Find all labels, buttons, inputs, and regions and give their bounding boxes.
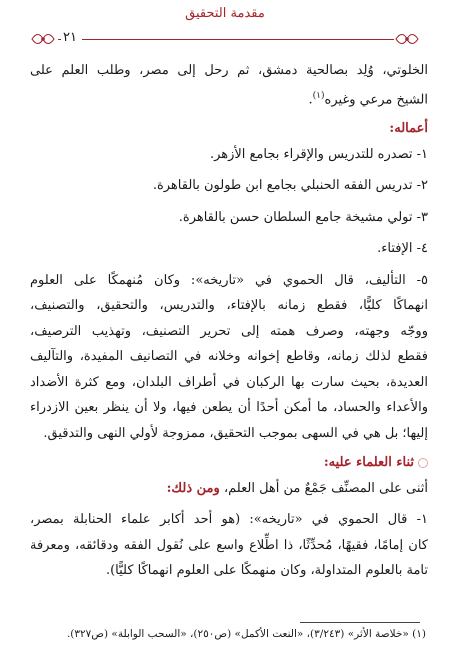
- footnote-ref: (١): [312, 90, 325, 101]
- page-number: ٢١: [63, 30, 77, 45]
- page-header: [0, 0, 450, 50]
- text-line: العديدة، بحيث سارت بها الركبان في أطراف البلدان، ومع كثرة الأضداد: [30, 374, 428, 390]
- list-item: ٢- تدريس الفقه الحنبلي بجامع ابن طولون بالقاهرة.: [152, 178, 428, 194]
- text-line: الشيخ مرعي وغيره$^{(١)}$.: [308, 90, 428, 107]
- footnote: (١) «خلاصة الأثر» (٣/٢٤٣)، «النعت الأكمل» (ص٢٥٠)، «السحب الوابلة» (ص٣٢٧).: [66, 628, 426, 640]
- list-item: ٥- التأليف، قال الحموي في «تاريخه»: وكان مُنهمكًا على العلوم: [30, 272, 428, 288]
- text-line: الخلوتي، وُلِد بصالحية دمشق، ثم رحل إلى مصر، وطلب العلم على: [30, 63, 428, 78]
- text-line: ووجّه وجهته، وصرف همته إلى تحرير التصنيف، وتهذيب الترصيف،: [30, 323, 428, 339]
- list-item: ٣- تولي مشيخة جامع السلطان حسن بالقاهرة.: [178, 209, 428, 225]
- section-heading-works: أعماله:: [389, 121, 428, 137]
- text-line: فقطع لذلك زمانه، وقاطع إخوانه وخلانه في التصانيف المفيدة، والتآليف: [30, 349, 428, 365]
- text-line: تامة بالعلوم المتداولة، وكان منهمكًا على العلوم انهماكًا كليًّا).: [105, 563, 428, 579]
- text-line: كان إمامًا، فقيهًا، مُحدِّثًا، ذا اطِّلاع واسع على نُقول الفقه ودقائقه، ومعرفة: [30, 537, 428, 553]
- header-rule: [82, 39, 394, 40]
- main-text: [30, 58, 428, 584]
- works-list: [30, 142, 428, 447]
- right-ornament-icon: [394, 31, 420, 47]
- heading-text: ثناء العلماء عليه:: [323, 455, 414, 471]
- left-ornament-icon: [30, 31, 56, 47]
- section-heading-praise: [30, 450, 428, 476]
- text-line: انهماكًا كليًّا، فقطع زمانه بالإفتاء، والتدريس، والتحقيق، والتصنيف،: [30, 298, 428, 314]
- emphasis-text: ومن ذلك:: [166, 480, 220, 496]
- praise-section: [30, 476, 428, 584]
- text-line: [30, 476, 428, 502]
- list-item: ٤- الإفتاء.: [377, 241, 428, 257]
- list-item: ١- تصدره للتدريس والإقراء بجامع الأزهر.: [209, 146, 428, 162]
- text-line: إليها؛ بل هي في السهى بموجب التحقيق، ممزوجة لأولي النهى والتدقيق.: [43, 425, 428, 441]
- header-rule-left-stub: [58, 39, 61, 40]
- footnote-rule: [300, 622, 420, 623]
- list-item: ١- قال الحموي في «تاريخه»: (هو أحد أكابر علماء الحنابلة بمصر،: [30, 512, 428, 528]
- paragraph-intro: [30, 58, 428, 112]
- margin-mark-icon: [418, 458, 428, 468]
- running-title: مقدمة التحقيق: [185, 6, 265, 21]
- text-fragment: أثنى على المصنِّف جَمْعٌ من أهل العلم،: [223, 480, 428, 496]
- text-fragment: الشيخ مرعي وغيره: [324, 91, 428, 107]
- text-line: والأعداء والحساد، ما أمكن أحدًا أن يطعن فيها، ولا أن ينظر بعين الازدراء: [30, 400, 428, 416]
